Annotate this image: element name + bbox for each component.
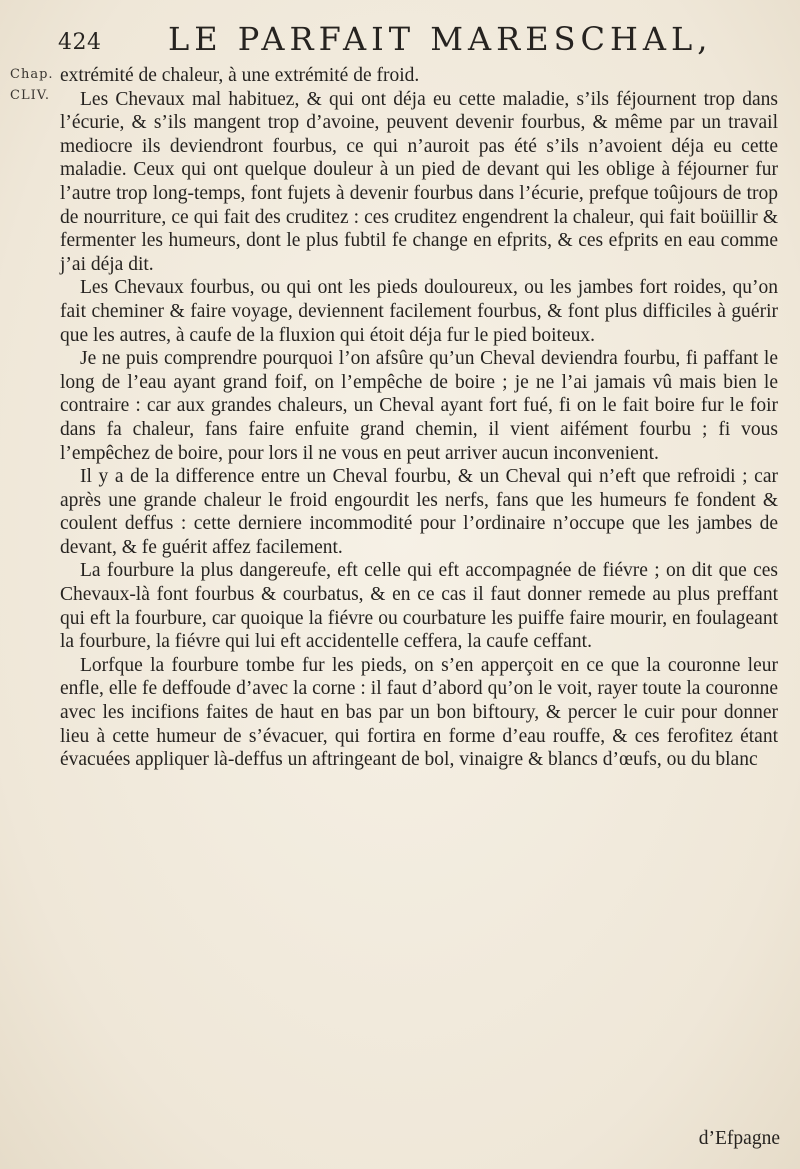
body-text <box>60 64 778 772</box>
page-header <box>58 16 778 62</box>
paragraph: Lorfque la fourbure tombe fur les pieds, on s’en apperçoit en ce que la couronne leur enfle, elle fe deffoude d’avec la corne : il faut d’abord qu’on le voit, rayer toute la couronne avec les incifions faites de haut en bas par un bon biftoury, & percer le cuir pour donner lieu à cette humeur de s’évacuer, qui fortira en forme d’eau rouffe, & ces ferofitez étant évacuées appliquer là-deffus un aftringeant de bol, vinaigre & blancs d’œufs, ou du blanc <box>60 654 778 771</box>
margin-note-number: CLIV. <box>10 88 50 103</box>
paragraph: Les Chevaux fourbus, ou qui ont les pieds douloureux, ou les jambes fort roides, qu’on fait cheminer & faire voyage, deviennent facilement fourbus, & font plus difficiles à guérir que les autres, à caufe de la fluxion qui étoit déja fur le pied boiteux. <box>60 277 778 346</box>
margin-note-chap: Chap. <box>10 67 54 82</box>
paragraph: Les Chevaux mal habituez, & qui ont déja eu cette maladie, s’ils féjournent trop dans l’écurie, & s’ils mangent trop d’avoine, peuvent devenir fourbus, & même par un travail mediocre ils deviendront fourbus, ce qui n’auroit pas été s’ils n’avoient déja eu cette maladie. Ceux qui ont quelque douleur à un pied de devant qui les oblige à féjourner fur l’autre trop long-temps, font fujets à devenir fourbus dans l’écurie, prefque toûjours de trop de nourriture, ce qui fait des cruditez : ces cruditez engendrent la chaleur, qui fait boüillir & fermenter les humeurs, dont le plus fubtil fe change en efprits, & ces efprits en eau comme j’ai déja dit. <box>60 88 778 275</box>
paragraph: La fourbure la plus dangereufe, eft celle qui eft accompagnée de fiévre ; on dit que ces Chevaux-là font fourbus & courbatus, & en ce cas il faut donner remede au plus preffant qui eft la fourbure, car quoique la fiévre ou courbature les puiffe faire mourir, en foulageant la fourbure, la fiévre qui lui eft accidentelle ceffera, la caufe ceffant. <box>60 560 778 653</box>
running-head: LE PARFAIT MARESCHAL, <box>168 20 713 58</box>
catchword: d’Efpagne <box>698 1128 780 1149</box>
paragraph: Il y a de la difference entre un Cheval fourbu, & un Cheval qui n’eft que refroidi ; car après une grande chaleur le froid engourdit les nerfs, fans que les humeurs fe fondent & coulent deffus : cette derniere incommodité pour l’ordinaire n’occupe que les jambes de devant, & fe guérit affez facilement. <box>60 466 778 558</box>
paragraph-continued: extrémité de chaleur, à une extrémité de froid. <box>60 65 420 86</box>
chapter-margin-note <box>10 64 54 106</box>
page-number: 424 <box>58 30 102 55</box>
paragraph: Je ne puis comprendre pourquoi l’on afsûre qu’un Cheval deviendra fourbu, fi paffant le long de l’eau ayant grand foif, on l’empêche de boire ; je ne l’ai jamais vû mais bien le contraire : car aux grandes chaleurs, un Cheval ayant fort fué, fi on le fait boire fur le foir dans fa chaleur, fans faire enfuite grand chemin, il vient aifément fourbu ; fi vous l’empêchez de boire, pour lors il ne vous en peut arriver aucun inconvenient. <box>60 348 778 464</box>
